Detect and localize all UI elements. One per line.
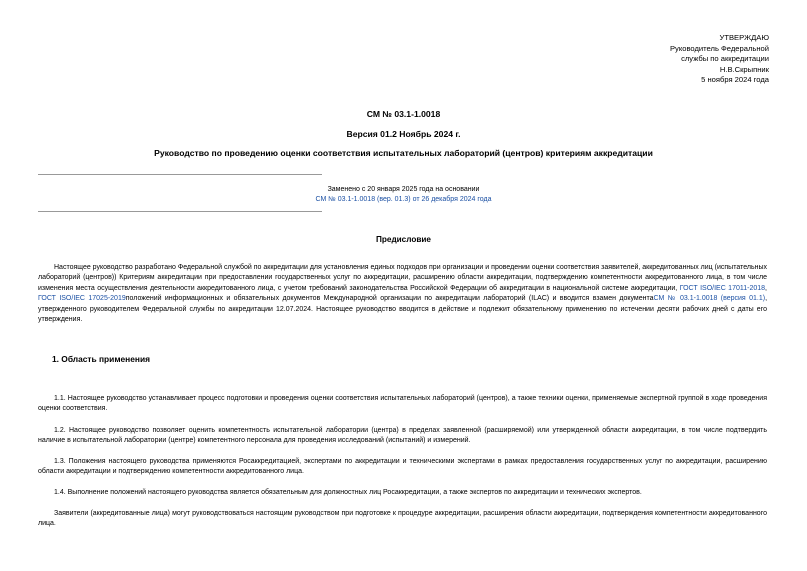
section-1-title: 1. Область применения xyxy=(52,354,150,364)
document-title: Руководство по проведению оценки соответствия испытательных лабораторий (центров) критериям аккредитации xyxy=(154,148,653,158)
clause-1-4: 1.4. Выполнение положений настоящего руководства является обязательным для должностных лиц Росаккредитации, а также экспертов по аккредитации и технических экспертов. xyxy=(54,489,642,496)
document-version: Версия 01.2 Ноябрь 2024 г. xyxy=(346,129,461,139)
gost-17025-link[interactable]: ГОСТ ISO/IEC 17025-2019 xyxy=(38,295,126,303)
clause-1-3: 1.3. Положения настоящего руководства применяются Росаккредитацией, экспертами по аккредитации и техническими экспертами в рамках предоставления государственных услуг по аккредитации, расширению области аккредитации и подтверждению компетентности аккредитованного лица. xyxy=(38,458,767,476)
foreword-heading: Предисловие xyxy=(376,235,431,244)
replaced-by-link[interactable]: СМ № 03.1-1.0018 (вер. 01.3) от 26 декабря 2024 года xyxy=(315,196,492,203)
foreword-paragraph xyxy=(38,263,767,325)
foreword-text-1: Настоящее руководство разработано Федеральной службой по аккредитации для установления единых подходов при организации и проведении оценки соответствия заявителей, аккредитованных лиц (испытательных лабораторий (центров)) Критериям аккредитации при предоставлении государственных услуг по аккредитации, расширению области аккредитации, подтверждению компетентности аккредитованного лица, в том числе изменения места осуществления деятельности аккредитованного лица, с учетом требований законодательства Российской Федерации об аккредитации в национальной системе аккредитации, xyxy=(38,264,767,292)
approval-position-2: службы по аккредитации xyxy=(681,54,769,64)
sm-previous-version-link[interactable]: СМ № 03.1-1.0018 (версия 01.1) xyxy=(653,295,766,303)
approval-heading: УТВЕРЖДАЮ xyxy=(719,33,769,42)
clause-1-2: 1.2. Настоящее руководство позволяет оценить компетентность испытательной лаборатории (центра) в пределах заявленной (расширяемой) или утвержденной области аккредитации, в том числе подтвердить наличие в испытательной лаборатории (центре) компетентного персонала для проведения исследований (испытаний) и измерений. xyxy=(38,427,767,445)
divider-top xyxy=(38,174,322,175)
replaced-notice: Заменено с 20 января 2025 года на основании xyxy=(327,186,480,193)
divider-bottom xyxy=(38,211,322,212)
clause-1-1: 1.1. Настоящее руководство устанавливает процесс подготовки и проведения оценки соответствия испытательных лабораторий (центров), а также техники оценки, применяемые экспертной группой в ходе проведения оценки соответствия. xyxy=(38,395,767,413)
foreword-text-3: , утвержденного руководителем Федеральной службы по аккредитации 12.07.2024. Настоящее руководство вводится в действие и подлежит обязательному применению по истечении десяти рабочих дней с даты его утверждения. xyxy=(38,295,768,324)
approval-block xyxy=(670,33,769,86)
approval-date: 5 ноября 2024 года xyxy=(701,75,769,85)
foreword-text-2: положений информационных и обязательных документов Международной организации по аккредитации лабораторий (ILAC) и вводится взамен документа xyxy=(125,295,654,303)
document-number: СМ № 03.1-1.0018 xyxy=(366,109,441,119)
foreword-separator: , xyxy=(765,284,767,292)
clause-applicants: Заявители (аккредитованные лица) могут руководствоваться настоящим руководством при подготовке к процедуре аккредитации, расширения области аккредитации, подтверждения компетентности аккредитованного лица. xyxy=(38,510,767,528)
gost-17011-link[interactable]: ГОСТ ISO/IEC 17011-2018 xyxy=(679,284,766,292)
approval-signatory: Н.В.Скрыпник xyxy=(719,64,769,74)
approval-position: Руководитель Федеральной xyxy=(669,43,769,53)
